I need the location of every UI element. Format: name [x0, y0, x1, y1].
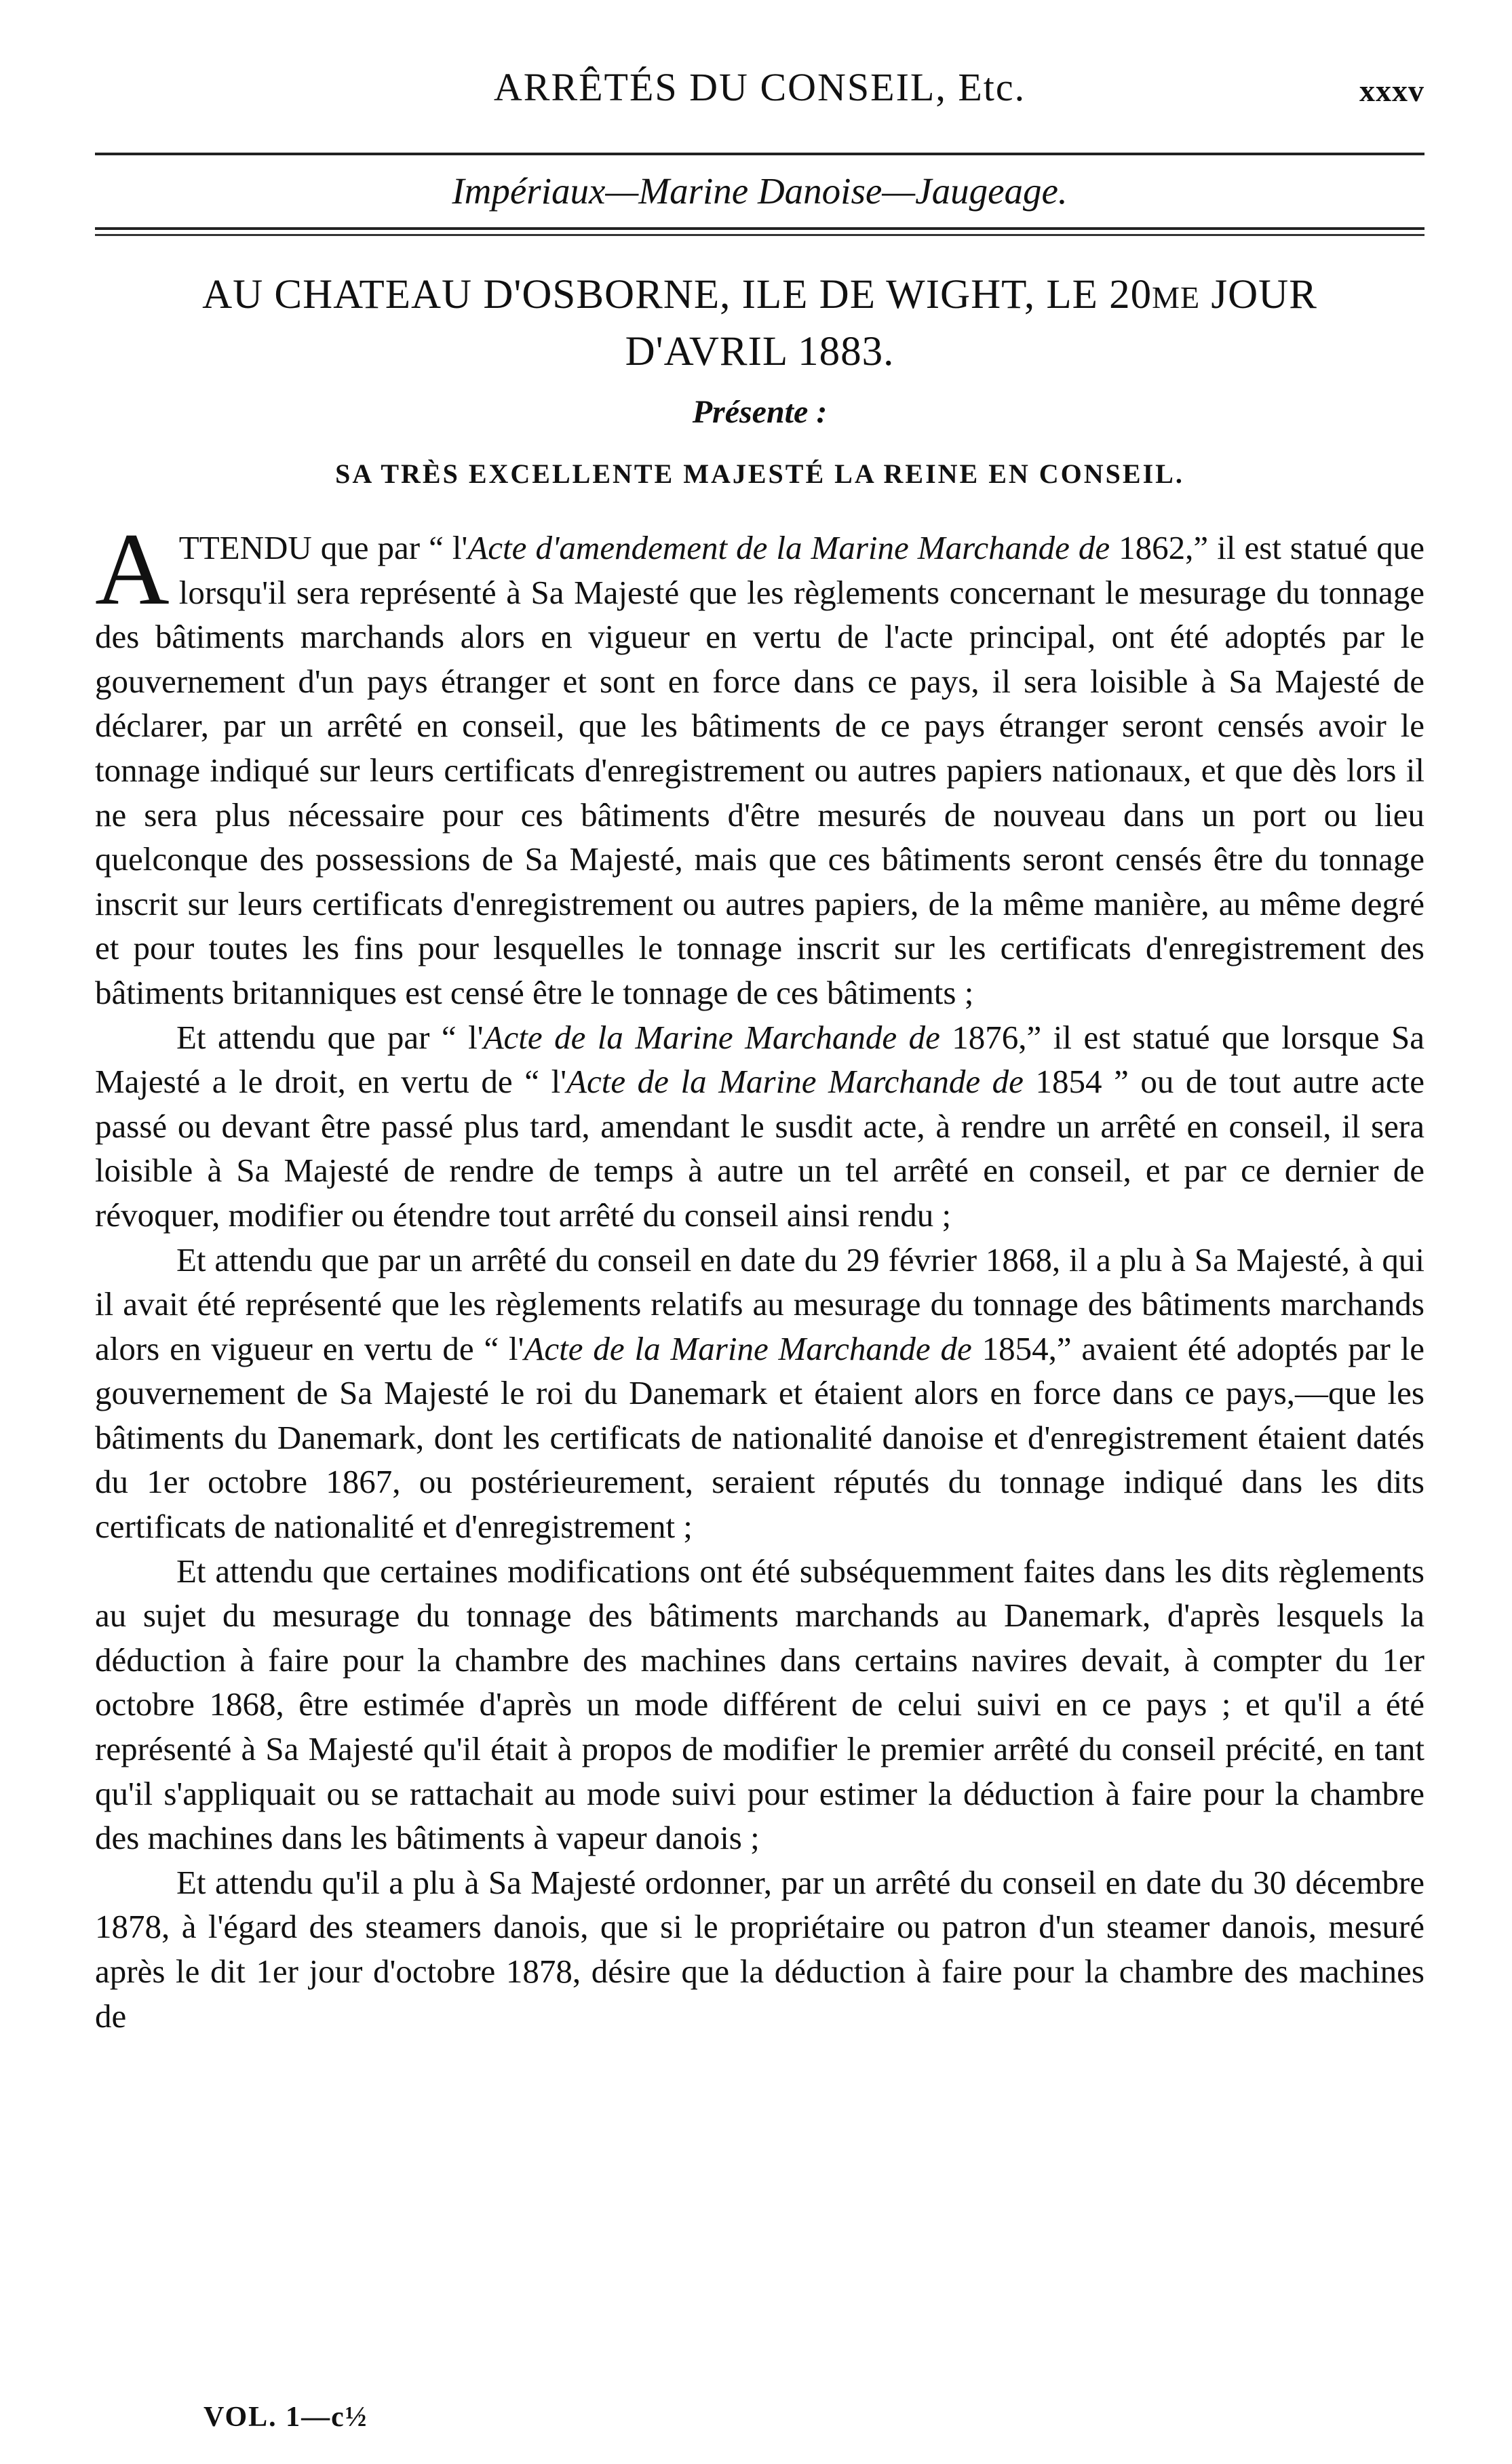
- body-text: [95, 512, 1425, 2038]
- place-line-1-pre: AU CHATEAU D'OSBORNE, ILE DE WIGHT, LE 20: [202, 272, 1152, 317]
- place-date-heading: [95, 268, 1424, 379]
- double-rule-lower: [95, 234, 1424, 236]
- paragraph-4: Et attendu que certaines modifications ont été subséquemment faites dans les dits règlements au sujet du mesurage du tonnage des bâtiments marchands au Danemark, d'après lesquels la déduction à faire pour la chambre des machines dans certains navires devait, à compter du 1er octobre 1868, être estimée d'après un mode différent de celui suivi en ce pays ; et qu'il a été représenté à Sa Majesté qu'il était à propos de modifier le premier arrêté du conseil précité, en tant qu'il s'appliquait ou se rattachait au mode suivi pour estimer la déduction à faire pour la chambre des machines dans les bâtiments à vapeur danois ;: [95, 1552, 1424, 1857]
- paragraph-2: Et attendu que par “ l'Acte de la Marine Marchande de 1876,” il est statué que lorsque Sa Majesté a le droit, en vertu de “ l'Acte de la Marine Marchande de 1854 ” ou de tout autre acte passé ou devant être passé plus tard, amendant le susdit acte, à rendre un arrêté en conseil, il sera loisible à Sa Majesté de rendre de temps à autre un tel arrêté en conseil, et par ce dernier de révoquer, modifier ou étendre tout arrêté du conseil ainsi rendu ;: [95, 1018, 1425, 1234]
- page-number: xxxv: [1359, 73, 1424, 108]
- place-line-1-sc: ME: [1152, 280, 1201, 315]
- running-head: [95, 64, 1424, 112]
- running-head-title: ARRÊTÉS DU CONSEIL, Etc.: [493, 65, 1026, 109]
- double-rule-upper: [95, 227, 1424, 230]
- council-heading: SA TRÈS EXCELLENTE MAJESTÉ LA REINE EN CONSEIL.: [335, 458, 1184, 489]
- place-line-1-post: JOUR: [1200, 272, 1317, 317]
- top-rule: [95, 153, 1424, 155]
- paragraph-1: ATTENDU que par “ l'Acte d'amendement de la Marine Marchande de 1862,” il est statué que lorsqu'il sera représenté à Sa Majesté que les règlements concernant le mesurage du tonnage des bâtiments marchands alors en vigueur en vertu de l'acte principal, ont été adoptés par le gouvernement d'un pays étranger et sont en force dans ce pays, il sera loisible à Sa Majesté de déclarer, par un arrêté en conseil, que les bâtiments de ce pays étranger seront censés avoir le tonnage indiqué sur leurs certificats d'enregistrement ou autres papiers nationaux, et que dès lors il ne sera plus nécessaire pour ces bâtiments d'être mesurés de nouveau dans un port ou lieu quelconque des possessions de Sa Majesté, mais que ces bâtiments seront censés être du tonnage inscrit sur leurs certificats d'enregistrement ou autres papiers, de la même manière, au même degré et pour toutes les fins pour lesquelles le tonnage inscrit sur les certificats d'enregistrement des bâtiments britanniques est censé être le tonnage de ces bâtiments ;: [95, 512, 1424, 1011]
- presente-label: Présente :: [692, 394, 828, 430]
- signature-mark: VOL. 1—c½: [203, 2402, 368, 2433]
- subheading: Impériaux—Marine Danoise—Jaugeage.: [452, 170, 1068, 212]
- place-line-2: D'AVRIL 1883.: [625, 329, 895, 374]
- paragraph-3: Et attendu que par un arrêté du conseil en date du 29 février 1868, il a plu à Sa Majesté, à qui il avait été représenté que les règlements relatifs au mesurage du tonnage des bâtiments marchands alors en vigueur en vertu de “ l'Acte de la Marine Marchande de 1854,” avaient été adoptés par le gouvernement de Sa Majesté le roi du Danemark et étaient alors en force dans ce pays,—que les bâtiments du Danemark, dont les certificats de nationalité danoise et d'enregistrement étaient datés du 1er octobre 1867, ou postérieurement, seraient réputés du tonnage indiqué dans les dits certificats de nationalité et d'enregistrement ;: [95, 1240, 1425, 1546]
- paragraph-5: Et attendu qu'il a plu à Sa Majesté ordonner, par un arrêté du conseil en date du 30 décembre 1878, à l'égard des steamers danois, que si le propriétaire ou patron d'un steamer danois, mesuré après le dit 1er jour d'octobre 1878, désire que la déduction à faire pour la chambre des machines de: [95, 1863, 1424, 2035]
